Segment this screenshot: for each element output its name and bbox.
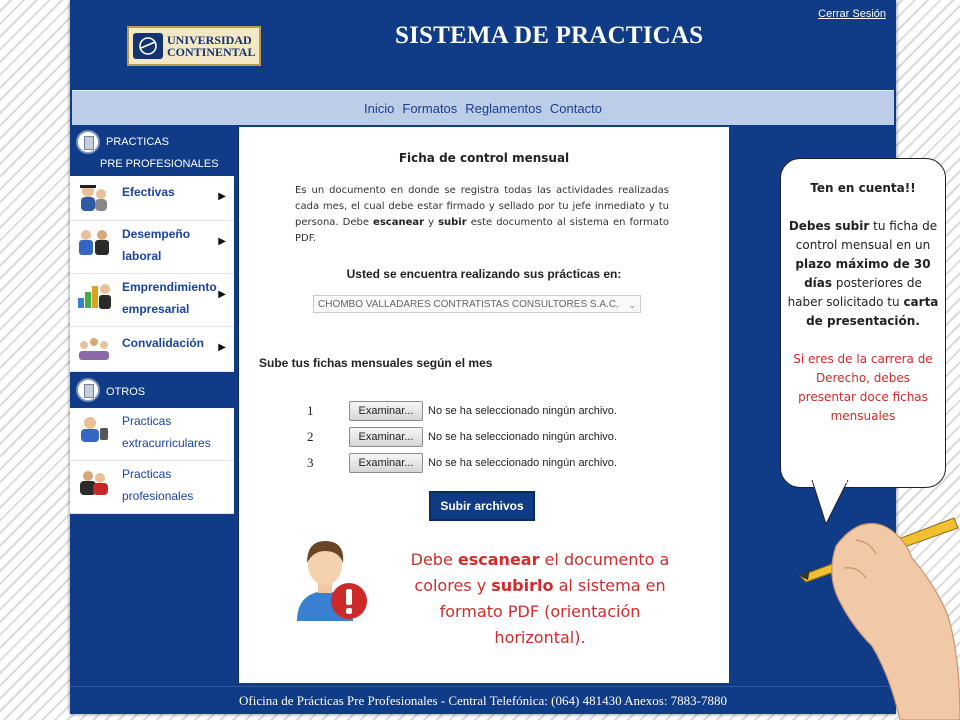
meeting-icon — [76, 333, 112, 363]
logo-text — [167, 34, 255, 58]
callout-bubble — [780, 158, 946, 488]
upload-row — [307, 427, 617, 447]
browse-button[interactable]: Examinar... — [349, 453, 423, 473]
menu-label: Emprendimiento empresarial — [122, 280, 217, 316]
upload-section-label: Sube tus fichas mensuales según el mes — [259, 356, 493, 370]
hand-with-pencil-icon — [796, 506, 960, 720]
sidebar-section-otros — [70, 372, 234, 408]
desc-text-3: este documento al sistema en formato PDF. — [295, 217, 670, 244]
sidebar-item-emprendimiento[interactable] — [70, 274, 234, 327]
callout-bold-2: plazo máximo de 30 días — [795, 257, 931, 290]
upload-month-number: 3 — [307, 455, 314, 470]
user-alert-icon — [289, 535, 373, 625]
document-icon — [76, 130, 100, 154]
company-label: Usted se encuentra realizando sus prácticas en: — [346, 267, 622, 281]
submit-files-button[interactable]: Subir archivos — [429, 491, 535, 521]
warning-message — [395, 547, 685, 651]
graduates-icon — [76, 182, 112, 212]
warn-bold-upload: subirlo — [491, 576, 554, 595]
handshake-icon — [76, 227, 112, 257]
page-title: Ficha de control mensual — [398, 151, 570, 165]
logo-line-2: CONTINENTAL — [167, 45, 256, 59]
chevron-down-icon: ⌄ — [628, 300, 636, 310]
sidebar-item-desempeno[interactable] — [70, 221, 234, 274]
sidebar — [70, 124, 234, 514]
file-status: No se ha seleccionado ningún archivo. — [428, 431, 617, 443]
callout-heading: Ten en cuenta!! — [810, 181, 916, 195]
nav-reglamentos[interactable]: Reglamentos — [465, 100, 542, 116]
menu-label: Practicas profesionales — [122, 467, 194, 503]
sidebar-item-convalidacion[interactable] — [70, 327, 234, 372]
users-icon — [76, 467, 112, 497]
desc-text-2: y — [424, 217, 439, 228]
upload-row — [307, 453, 617, 473]
menu-label: Practicas extracurriculares — [122, 414, 211, 450]
nav-inicio[interactable]: Inicio — [364, 100, 395, 116]
desc-text-1: Es un documento en donde se registra todas las actividades realizadas cada mes, el cual debe estar firmado y sellado por tu jefe inmediato y tu persona. Debe — [295, 185, 669, 228]
section-title: PRACTICAS — [106, 136, 169, 148]
upload-row — [307, 401, 617, 421]
menu-label: Efectivas — [122, 185, 175, 199]
logout-link[interactable]: Cerrar Sesión — [818, 8, 886, 20]
top-nav — [72, 90, 894, 125]
otros-menu — [70, 408, 234, 514]
submenu-arrow-icon: ▶ — [218, 191, 226, 202]
description — [295, 183, 669, 247]
callout-bold-3: carta de presentación. — [806, 295, 939, 328]
browse-button[interactable]: Examinar... — [349, 427, 423, 447]
file-status: No se ha seleccionado ningún archivo. — [428, 405, 617, 417]
business-growth-icon — [76, 280, 112, 310]
app-title: SISTEMA DE PRACTICAS — [395, 22, 704, 49]
file-status: No se ha seleccionado ningún archivo. — [428, 457, 617, 469]
browse-button[interactable]: Examinar... — [349, 401, 423, 421]
desc-bold-upload: subir — [438, 217, 467, 228]
upload-month-number: 2 — [307, 429, 314, 444]
callout-text-1: tu ficha de control mensual en un — [795, 219, 938, 252]
sidebar-item-efectivas[interactable] — [70, 176, 234, 221]
menu-label: Desempeño laboral — [122, 227, 191, 263]
logo-line-1: UNIVERSIDAD — [167, 33, 252, 47]
practicas-menu — [70, 176, 234, 372]
company-select[interactable] — [313, 295, 641, 313]
menu-label: Convalidación — [122, 336, 205, 350]
sidebar-item-profesionales[interactable] — [70, 461, 234, 514]
submenu-arrow-icon: ▶ — [218, 289, 226, 300]
callout-text-2: posteriores de haber solicitado tu — [787, 276, 922, 309]
phone-user-icon — [76, 414, 112, 444]
company-select-value: CHOMBO VALLADARES CONTRATISTAS CONSULTORES S.A.C. — [318, 299, 619, 310]
desc-bold-scan: escanear — [373, 217, 425, 228]
warn-text-3: al sistema en formato PDF (orientación horizontal). — [439, 576, 666, 647]
section-title: OTROS — [106, 386, 146, 398]
warn-text-1: Debe — [410, 550, 458, 569]
submenu-arrow-icon: ▶ — [218, 342, 226, 353]
nav-contacto[interactable]: Contacto — [549, 100, 602, 116]
university-logo[interactable] — [127, 26, 261, 66]
callout-bold-1: Debes subir — [788, 219, 870, 233]
nav-formatos[interactable]: Formatos — [402, 100, 458, 116]
main-content — [238, 127, 729, 683]
callout-derecho-note: Si eres de la carrera de Derecho, debes presentar doce fichas mensuales — [793, 352, 933, 423]
document-icon — [76, 378, 100, 402]
sidebar-section-practicas — [70, 124, 234, 176]
footer: Oficina de Prácticas Pre Profesionales - Central Telefónica: (064) 481430 Anexos: 7883-7880 — [70, 686, 896, 715]
section-subtitle: PRE PROFESIONALES — [100, 158, 219, 170]
logo-emblem-icon — [133, 33, 163, 59]
submenu-arrow-icon: ▶ — [218, 236, 226, 247]
sidebar-item-extracurriculares[interactable] — [70, 408, 234, 461]
upload-month-number: 1 — [307, 403, 314, 418]
callout-body — [787, 217, 939, 331]
header — [70, 0, 896, 90]
app-frame — [70, 0, 896, 714]
warn-bold-scan: escanear — [457, 550, 540, 569]
warn-text-2: el documento a colores y — [414, 550, 670, 595]
